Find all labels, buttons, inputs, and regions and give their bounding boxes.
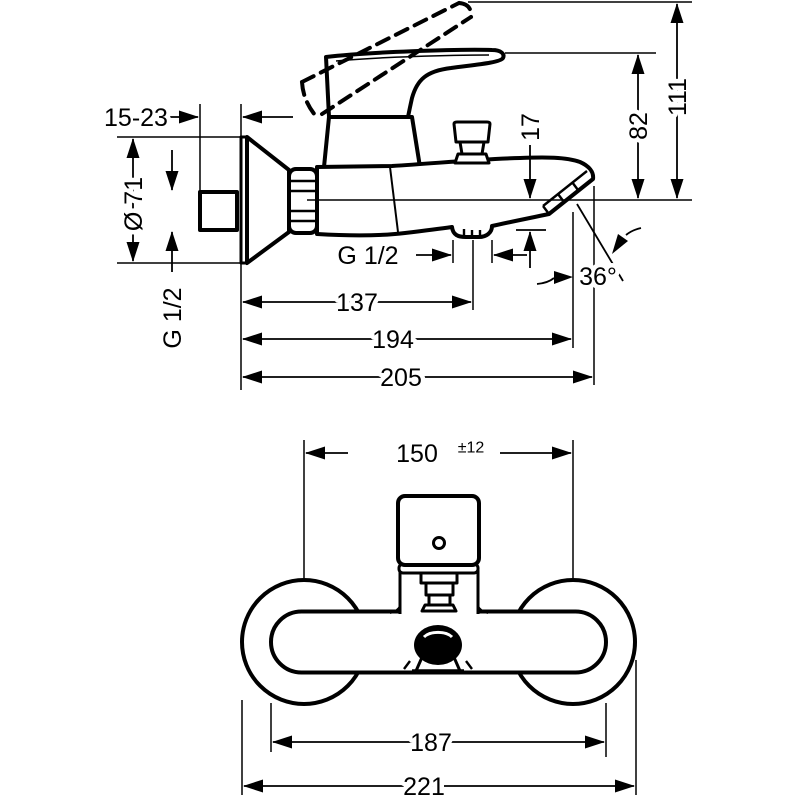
- dimension-overall-width: [244, 773, 634, 800]
- dimension-body-height: [625, 55, 653, 198]
- dimension-escutcheon-diameter: [120, 139, 148, 261]
- hose-thread-label: G 1/2: [337, 241, 399, 270]
- dimension-total-projection: [243, 364, 592, 392]
- dimension-connection-spacing: [306, 440, 571, 468]
- overall-width-label: 221: [403, 772, 445, 800]
- handle-column: [390, 570, 488, 614]
- connection-tolerance-label: ±12: [457, 439, 485, 457]
- angle-leader-right: [626, 228, 641, 235]
- angle-arrow-left: [554, 271, 573, 284]
- side-view: [104, 2, 692, 392]
- dimension-wall-depth: [104, 104, 293, 132]
- spout-drop-label: 17: [516, 113, 545, 141]
- hose-offset-label: 137: [336, 288, 378, 317]
- lever-base: [324, 117, 420, 167]
- valve-body-and-spout: [317, 157, 593, 237]
- dimension-hose-thread: [337, 242, 527, 270]
- dimension-hose-offset: [243, 289, 471, 317]
- angle-leader-left: [537, 278, 554, 284]
- body-height-label: 82: [624, 112, 653, 140]
- total-projection-label: 205: [380, 363, 422, 392]
- dimension-inlet-thread: [159, 150, 187, 349]
- handle-height-label: 111: [663, 77, 692, 117]
- inlet-fitting: [200, 192, 237, 230]
- dimension-spout-reach: [243, 326, 571, 354]
- cartridge-base-flare: [422, 605, 456, 611]
- dimension-handle-height: [664, 4, 692, 198]
- wall-depth-label: 15-23: [104, 103, 168, 132]
- inlet-thread-label: G 1/2: [158, 287, 187, 349]
- diverter-knob: [454, 122, 490, 163]
- body-width-label: 187: [410, 728, 452, 757]
- cartridge-step-2: [426, 583, 453, 595]
- dimension-spout-angle: [537, 204, 641, 291]
- diverter-knob-cap: [454, 122, 490, 142]
- front-view: [242, 440, 636, 800]
- spout-reach-label: 194: [372, 325, 414, 354]
- union-nut: [289, 169, 317, 233]
- dimension-body-width: [273, 729, 604, 757]
- angle-arrow-right: [612, 234, 628, 254]
- connection-spacing-label: 150: [396, 439, 438, 468]
- escutcheon-diameter-label: Ø 71: [119, 176, 148, 232]
- diverter-knob-neck: [460, 142, 484, 154]
- handle-cap-dot: [434, 538, 445, 549]
- wall-flange-cone: [247, 137, 289, 263]
- spout-angle-label: 36°: [579, 262, 617, 291]
- diverter-knob-base: [455, 154, 489, 163]
- handle-cap-front: [398, 496, 479, 565]
